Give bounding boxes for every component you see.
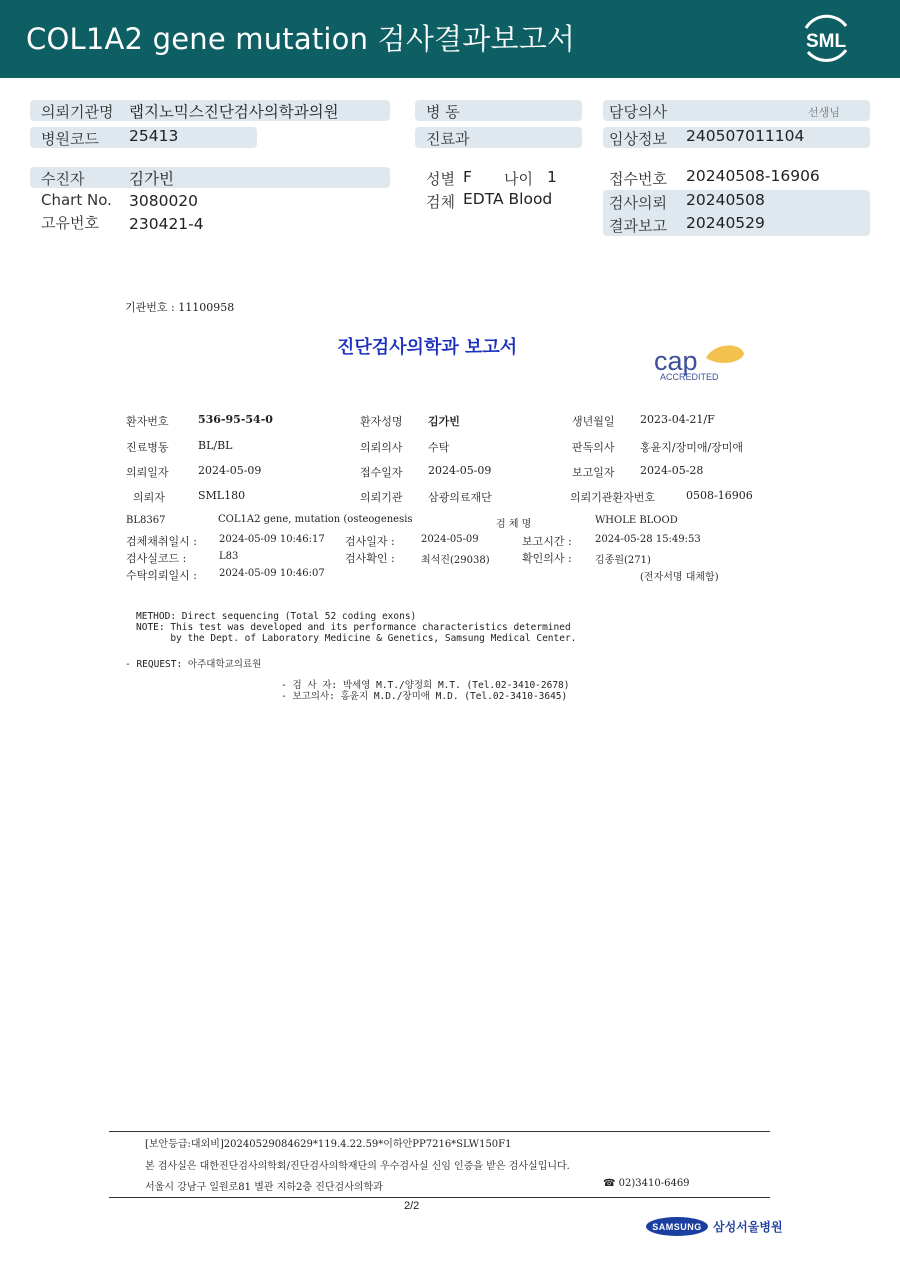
cap-text: cap <box>654 346 698 376</box>
request-date-value: 20240508 <box>686 191 765 209</box>
confirm-doc-value: 김종원(271) <box>595 555 651 566</box>
method-line-1: METHOD: Direct sequencing (Total 52 coding exons) <box>136 611 417 622</box>
patient-value: 김가빈 <box>129 170 174 188</box>
address-text: 서울시 강남구 일원로81 별관 지하2층 진단검사의학과 <box>145 1182 383 1193</box>
method-line-2: NOTE: This test was developed and its performance characteristics determined <box>136 622 571 633</box>
specimen-value: EDTA Blood <box>463 190 553 208</box>
age-label: 나이 <box>504 170 533 188</box>
row1-value2: 김가빈 <box>428 415 460 428</box>
row4-label2: 의뢰기관 <box>360 491 403 504</box>
outsource-label: 수탁의뢰일시 : <box>126 569 197 582</box>
outsource-value: 2024-05-09 10:46:07 <box>219 568 325 579</box>
doctor-label: 담당의사 <box>609 103 667 121</box>
ward-label: 병 동 <box>426 103 460 121</box>
row2-value2: 수탁 <box>428 441 450 454</box>
receipt-label: 접수번호 <box>609 170 667 188</box>
test-name: COL1A2 gene, mutation (osteogenesis <box>218 514 413 525</box>
test-code: BL8367 <box>126 515 166 526</box>
row1-label3: 생년월일 <box>572 415 615 428</box>
patient-label: 수진자 <box>41 170 85 188</box>
clinical-value: 240507011104 <box>686 127 805 145</box>
req-institution-label: 의뢰기관명 <box>41 103 114 121</box>
row3-value1: 2024-05-09 <box>198 464 262 477</box>
row3-value2: 2024-05-09 <box>428 464 492 477</box>
request-date-label: 검사의뢰 <box>609 194 667 212</box>
row1-label1: 환자번호 <box>126 415 169 428</box>
security-line: [보안등급:대외비]20240529084629*119.4.22.59*이하안PP7216*SLW150F1 <box>145 1139 512 1150</box>
hospital-name: 삼성서울병원 <box>713 1220 783 1234</box>
staff-line-2: - 보고의사: 홍윤지 M.D./장미애 M.D. (Tel.02-3410-3645) <box>281 691 568 702</box>
row4-label3: 의뢰기관환자번호 <box>570 491 656 504</box>
report-time-value: 2024-05-28 15:49:53 <box>595 534 701 545</box>
cap-accredited-text: ACCREDITED <box>660 372 719 382</box>
sex-value: F <box>463 168 472 186</box>
hospital-code-label: 병원코드 <box>41 130 99 148</box>
confirm-doc-label: 확인의사 : <box>522 552 572 565</box>
age-value: 1 <box>547 168 557 186</box>
row3-value3: 2024-05-28 <box>640 464 704 477</box>
row4-value2: 삼광의료재단 <box>428 491 492 504</box>
row2-value1: BL/BL <box>198 439 233 452</box>
row2-label2: 의뢰의사 <box>360 441 403 454</box>
samsung-logo <box>646 1217 708 1236</box>
page-number: 2/2 <box>404 1200 420 1212</box>
footer-bottom-rule <box>109 1197 770 1198</box>
report-title: COL1A2 gene mutation 검사결과보고서 <box>26 22 576 56</box>
row4-value1: SML180 <box>198 489 246 502</box>
room-code-value: L83 <box>219 551 239 562</box>
row2-value3: 홍윤지/장미애/장미애 <box>640 441 744 454</box>
test-date-label: 검사일자 : <box>345 535 395 548</box>
room-code-label: 검사실코드 : <box>126 552 187 565</box>
chart-label: Chart No. <box>41 191 112 209</box>
specimen-name-value: WHOLE BLOOD <box>595 515 678 526</box>
doctor-suffix: 선생님 <box>808 106 840 119</box>
row1-value3: 2023-04-21/F <box>640 413 715 426</box>
row2-label3: 판독의사 <box>572 441 615 454</box>
result-date-value: 20240529 <box>686 214 765 232</box>
row1-label2: 환자성명 <box>360 415 403 428</box>
sex-label: 성별 <box>426 170 455 188</box>
department-label: 진료과 <box>426 130 470 148</box>
cap-accredited-logo-icon <box>652 340 748 384</box>
row1-value1: 536-95-54-0 <box>198 413 273 426</box>
confirm-value: 최석진(29038) <box>421 555 490 566</box>
institution-number: 기관번호 : 11100958 <box>125 301 235 314</box>
result-date-label: 결과보고 <box>609 217 667 235</box>
samsung-logo-text: SAMSUNG <box>652 1221 702 1232</box>
row3-label1: 의뢰일자 <box>126 466 169 479</box>
row2-label1: 진료병동 <box>126 441 169 454</box>
request-line: - REQUEST: 아주대학교의료원 <box>125 659 262 670</box>
specimen-name-label: 검 체 명 <box>496 519 532 530</box>
unique-value: 230421-4 <box>129 215 204 233</box>
sml-logo-text: SML <box>805 31 847 52</box>
row4-label1: 의뢰자 <box>133 491 165 504</box>
confirm-label: 검사확인 : <box>345 552 395 565</box>
footer-top-rule <box>109 1131 770 1132</box>
report-time-label: 보고시간 : <box>522 535 572 548</box>
sml-logo-icon <box>798 12 854 66</box>
row3-label3: 보고일자 <box>572 466 615 479</box>
report-heading: 진단검사의학과 보고서 <box>337 337 518 358</box>
hospital-code-value: 25413 <box>129 127 179 145</box>
staff-line-1: - 검 사 자: 박세영 M.T./양정희 M.T. (Tel.02-3410-2678) <box>281 680 570 691</box>
row4-value3: 0508-16906 <box>686 489 753 502</box>
row3-label2: 접수일자 <box>360 466 403 479</box>
req-institution-value: 랩지노믹스진단검사의학과의원 <box>129 103 339 121</box>
specimen-label: 검체 <box>426 193 455 211</box>
collect-label: 검체채취일시 : <box>126 535 197 548</box>
electronic-signature-note: (전자서명 대체함) <box>640 572 719 583</box>
unique-label: 고유번호 <box>41 214 99 232</box>
certification-text: 본 검사실은 대한진단검사의학회/진단검사의학재단의 우수검사실 신임 인증을 받은 검사실입니다. <box>145 1161 570 1172</box>
chart-value: 3080020 <box>129 192 199 210</box>
collect-value: 2024-05-09 10:46:17 <box>219 534 325 545</box>
method-line-3: by the Dept. of Laboratory Medicine & Genetics, Samsung Medical Center. <box>136 633 577 644</box>
clinical-label: 임상정보 <box>609 130 667 148</box>
phone-text: ☎ 02)3410-6469 <box>603 1178 690 1189</box>
test-date-value: 2024-05-09 <box>421 534 479 545</box>
receipt-value: 20240508-16906 <box>686 167 820 185</box>
